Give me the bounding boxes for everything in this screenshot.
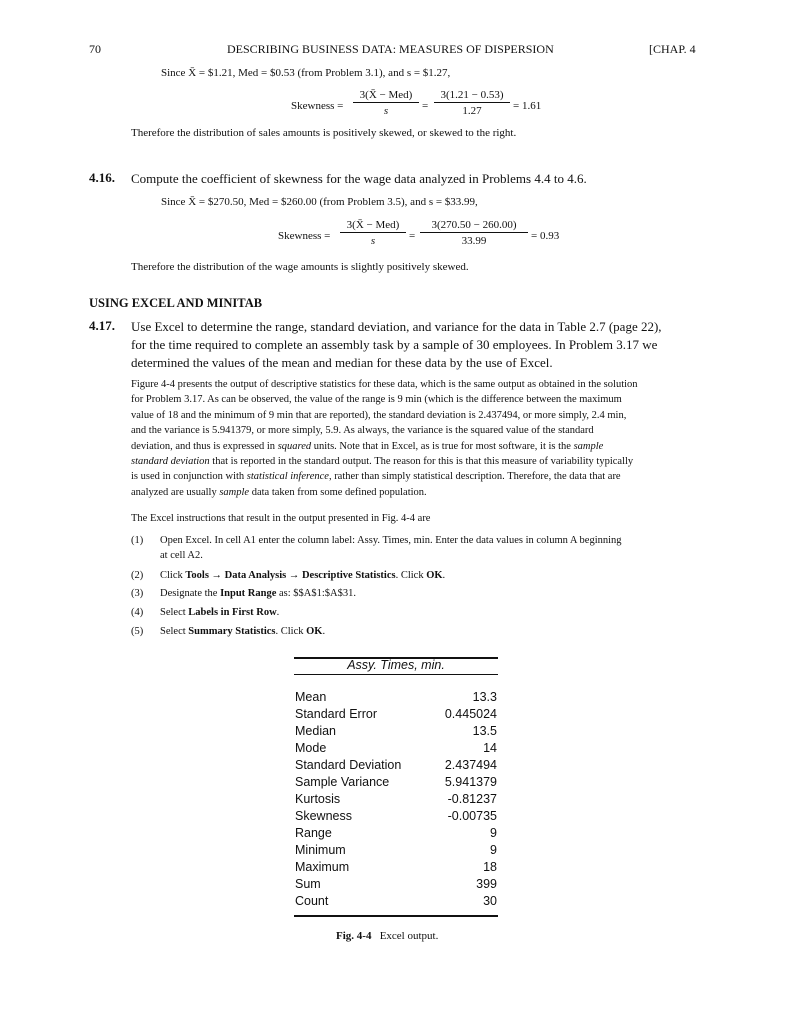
eq-fraction-1 — [353, 89, 419, 117]
statement-line: determined the values of the mean and median for these data by the use of Excel. — [131, 355, 553, 370]
stat-label: Sum — [295, 877, 321, 891]
figure-caption — [336, 930, 438, 942]
table-row — [294, 689, 498, 706]
stat-value: -0.00735 — [447, 809, 497, 823]
problem-number: 4.17. — [89, 318, 115, 333]
problem-number: 4.16. — [89, 170, 115, 185]
stat-label: Median — [295, 724, 336, 738]
solution-line: and the variance is 5.941379, or more simply, 5.9. As always, the variance is the squared value of the standard — [131, 425, 594, 437]
excel-output-table — [294, 657, 498, 910]
stat-label: Standard Deviation — [295, 758, 402, 772]
table-row — [294, 825, 498, 842]
instruction-steps: (1) Open Excel. In cell A1 enter the column label: Assy. Times, min. Enter the data values in column A beginning at cell A2. (2) Click Tools → Data Analysis → Descriptive Statistics. Click OK. (3) Designate the Input Range as: $$A$1:$A$31. (4) Select Labels in First Row. (5) Select Summary Statistics. Click OK. — [131, 535, 622, 637]
stat-label: Standard Error — [295, 707, 377, 721]
solution-line: deviation, and thus is expressed in squared units. Note that in Excel, as is true for most software, it is the sample — [131, 440, 604, 452]
p416-conclusion: Therefore the distribution of the wage amounts is slightly positively skewed. — [131, 261, 469, 273]
stat-value: 9 — [490, 826, 497, 840]
eq-fraction-2 — [434, 89, 510, 117]
stat-value: 5.941379 — [444, 775, 497, 789]
caption-label: Fig. 4-4 — [336, 930, 372, 942]
stat-label: Range — [295, 826, 332, 840]
instructions-intro: The Excel instructions that result in the output presented in Fig. 4-4 are — [131, 513, 431, 524]
stat-value: 13.3 — [472, 690, 497, 704]
stat-label: Skewness — [295, 809, 352, 823]
eq-result: = 0.93 — [531, 230, 560, 242]
eq-fraction-2 — [420, 219, 528, 247]
table-row — [294, 706, 498, 723]
solution-line: is used in conjunction with statistical inference, rather than simply statistical description. Therefore, the data that are — [131, 471, 621, 483]
eq-fraction-1 — [340, 219, 406, 247]
stat-value: 0.445024 — [444, 707, 497, 721]
table-row — [294, 757, 498, 774]
eq-numerator: 3(270.50 − 260.00) — [420, 219, 528, 233]
eq-numerator: 3(X̄ − Med) — [353, 89, 419, 103]
table-row — [294, 740, 498, 757]
problem-statement: Compute the coefficient of skewness for the wage data analyzed in Problems 4.4 to 4.6. — [131, 171, 587, 186]
solution-line: standard deviation that is reported in the standard output. The reason for this is that this measure of variability typically — [131, 456, 634, 468]
stat-label: Mean — [295, 690, 327, 704]
chapter-label: [CHAP. 4 — [649, 42, 696, 56]
table-row — [294, 876, 498, 893]
solution-line: Figure 4-4 presents the output of descriptive statistics for these data, which is the same output as obtained in the solution — [131, 379, 638, 390]
table-row — [294, 791, 498, 808]
table-bottom-rule — [294, 915, 498, 917]
stat-value: 2.437494 — [444, 758, 497, 772]
problem-statement — [131, 318, 662, 372]
table-row — [294, 808, 498, 825]
stat-value: 14 — [483, 741, 497, 755]
statement-line: Use Excel to determine the range, standard deviation, and variance for the data in Table 2.7 (page 22), — [131, 319, 662, 334]
stat-label: Minimum — [295, 843, 346, 857]
prev-since-line: Since X̄ = $1.21, Med = $0.53 (from Problem 3.1), and s = $1.27, — [161, 67, 451, 79]
section-heading: USING EXCEL AND MINITAB — [89, 296, 263, 310]
statement-line: for the time required to complete an assembly task by a sample of 30 employees. In Problem 3.17 we — [131, 337, 658, 352]
caption-text: Excel output. — [379, 930, 439, 942]
stat-label: Count — [295, 894, 329, 908]
solution-line: analyzed are usually sample data taken from some defined population. — [131, 486, 427, 498]
table-row — [294, 859, 498, 876]
stat-value: 18 — [483, 860, 497, 874]
eq-numerator: 3(1.21 − 0.53) — [434, 89, 510, 103]
table-row — [294, 842, 498, 859]
table-header-row — [294, 657, 498, 675]
solution-line: value of 18 and the minimum of 9 min that are reported), the standard deviation is 2.437494, or more simply, 2.4 min, — [131, 409, 627, 421]
eq-denominator: s — [383, 105, 389, 117]
eq-numerator: 3(X̄ − Med) — [340, 219, 406, 233]
eq-lhs: Skewness = — [291, 100, 344, 112]
solution-paragraph — [131, 377, 703, 500]
eq-denominator: 33.99 — [461, 235, 487, 247]
table-row — [294, 893, 498, 910]
stat-label: Maximum — [295, 860, 350, 874]
column-label: Assy. Times, min. — [294, 657, 498, 675]
stat-label: Sample Variance — [295, 775, 390, 789]
stat-value: 9 — [490, 843, 497, 857]
eq-equals: = — [422, 100, 429, 112]
running-title: DESCRIBING BUSINESS DATA: MEASURES OF DISPERSION — [227, 42, 554, 56]
stat-value: 399 — [476, 877, 497, 891]
solution-line: for Problem 3.17. As can be observed, the value of the range is 9 min (which is the difference between the maximum — [131, 394, 622, 406]
eq-denominator: s — [370, 235, 376, 247]
table-row — [294, 723, 498, 740]
stat-value: -0.81237 — [447, 792, 497, 806]
eq-result: = 1.61 — [513, 100, 542, 112]
eq-equals: = — [409, 230, 416, 242]
stat-label: Mode — [295, 741, 327, 755]
eq-denominator: 1.27 — [462, 105, 482, 117]
table-row — [294, 774, 498, 791]
page-number: 70 — [89, 42, 101, 56]
stat-value: 30 — [483, 894, 497, 908]
p416-since-line: Since X̄ = $270.50, Med = $260.00 (from Problem 3.5), and s = $33.99, — [161, 196, 478, 208]
prev-conclusion: Therefore the distribution of sales amounts is positively skewed, or skewed to the right. — [131, 127, 517, 139]
stat-label: Kurtosis — [295, 792, 341, 806]
stat-value: 13.5 — [472, 724, 497, 738]
eq-lhs: Skewness = — [278, 230, 331, 242]
